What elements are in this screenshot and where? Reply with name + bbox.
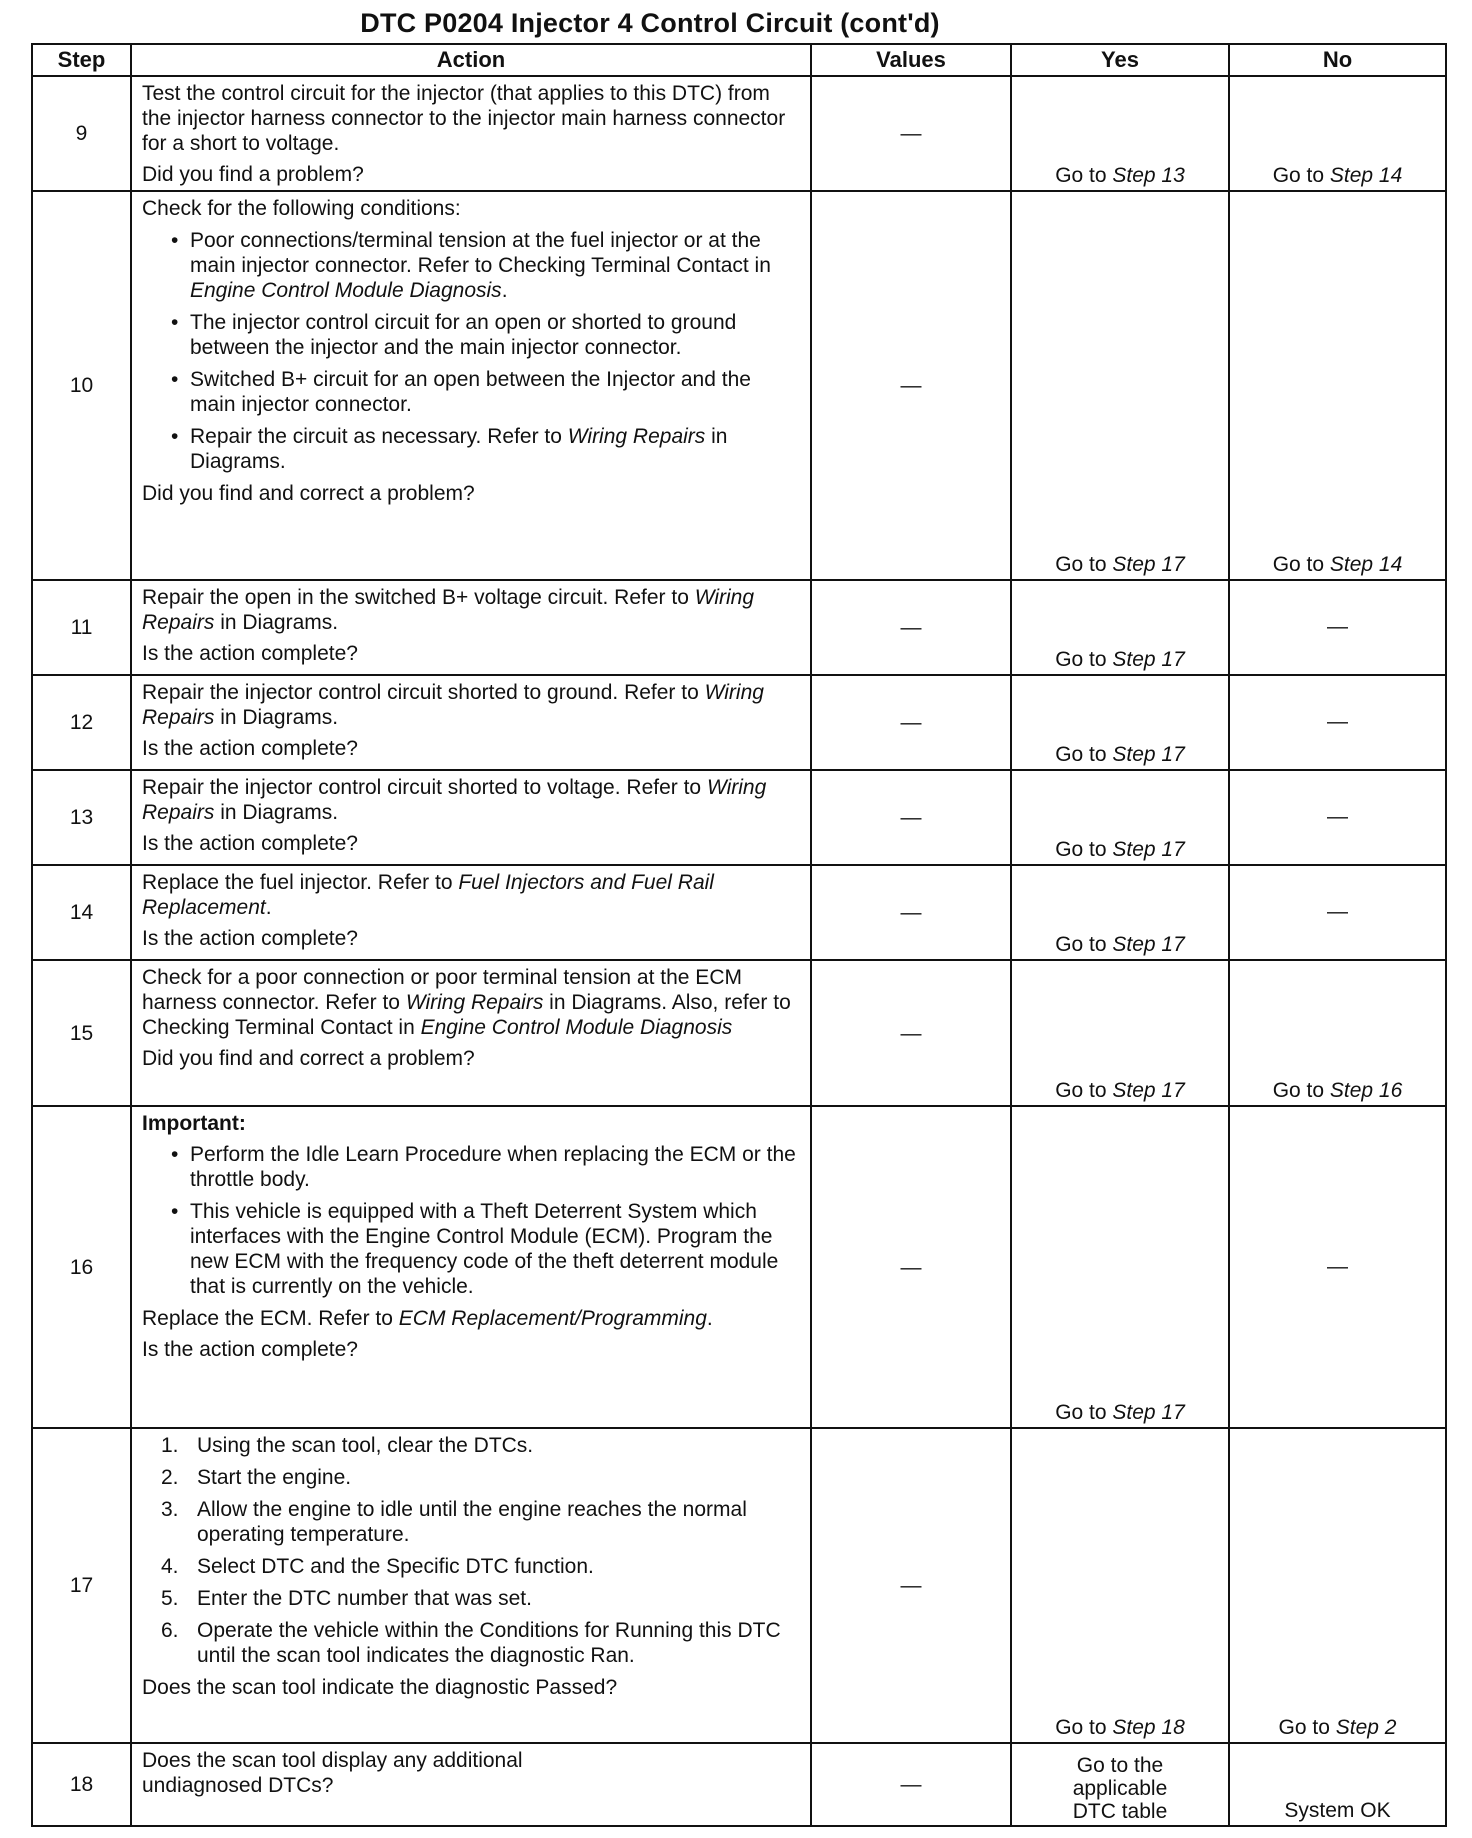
header-values: Values bbox=[811, 44, 1011, 76]
table-row bbox=[32, 1743, 1446, 1826]
no-cell: System OK bbox=[1229, 1743, 1446, 1826]
no-step-link: Step 16 bbox=[1329, 1079, 1403, 1102]
yes-cell: Go to Step 17 bbox=[1011, 865, 1229, 960]
no-cell: Go to Step 16 bbox=[1229, 960, 1446, 1106]
action-question: Is the action complete? bbox=[142, 737, 358, 760]
header-action: Action bbox=[131, 44, 811, 76]
step-number: 14 bbox=[32, 865, 131, 960]
table-row bbox=[32, 675, 1446, 770]
values-cell: — bbox=[811, 1743, 1011, 1826]
yes-cell: Go to Step 17 bbox=[1011, 960, 1229, 1106]
action-question: Is the action complete? bbox=[142, 642, 358, 665]
step-number: 15 bbox=[32, 960, 131, 1106]
action-question: Did you find a problem? bbox=[142, 163, 364, 186]
numbered-item: 1. Using the scan tool, clear the DTCs. bbox=[161, 1434, 534, 1457]
action-text: Replace the fuel injector. Refer to Fuel Injectors and Fuel Rail Replacement. bbox=[142, 871, 714, 919]
header-row bbox=[32, 44, 1446, 76]
table-row bbox=[32, 960, 1446, 1106]
action-text: Test the control circuit for the injector (that applies to this DTC) from the injector harness connector to the injector main harness connector for a short to voltage. bbox=[142, 82, 786, 155]
action-cell bbox=[131, 1743, 811, 1826]
action-text: Repair the injector control circuit shorted to ground. Refer to Wiring Repairs in Diagrams. bbox=[142, 681, 764, 729]
action-question: Is the action complete? bbox=[142, 1338, 358, 1361]
action-text: Check for a poor connection or poor terminal tension at the ECM harness connector. Refer to Wiring Repairs in Diagrams. Also, refer to Checking Terminal Contact in Engine Control Module Diagnosis bbox=[142, 966, 791, 1039]
numbered-item: 5. Enter the DTC number that was set. bbox=[161, 1587, 532, 1610]
bullet-item: • Perform the Idle Learn Procedure when replacing the ECM or the throttle body. bbox=[142, 1142, 802, 1192]
values-cell: — bbox=[811, 770, 1011, 865]
action-cell bbox=[131, 1428, 811, 1743]
bullet-item: • Repair the circuit as necessary. Refer to Wiring Repairs in Diagrams. bbox=[142, 424, 802, 474]
no-cell: — bbox=[1229, 865, 1446, 960]
action-cell bbox=[131, 770, 811, 865]
numbered-item: 2. Start the engine. bbox=[161, 1466, 352, 1489]
action-cell bbox=[131, 960, 811, 1106]
action-question: Is the action complete? bbox=[142, 832, 358, 855]
yes-step-link: Step 18 bbox=[1112, 1716, 1185, 1739]
values-cell: — bbox=[811, 191, 1011, 580]
yes-prefix: Go to bbox=[1055, 164, 1113, 187]
step-number: 12 bbox=[32, 675, 131, 770]
yes-step-link: Step 17 bbox=[1112, 1401, 1185, 1424]
action-intro: Check for the following conditions: bbox=[142, 197, 461, 220]
yes-cell: Go to Step 18 bbox=[1011, 1428, 1229, 1743]
header-yes: Yes bbox=[1011, 44, 1229, 76]
yes-step-link: Step 17 bbox=[1112, 553, 1185, 576]
no-cell: — bbox=[1229, 1106, 1446, 1428]
numbered-item: 3. Allow the engine to idle until the engine reaches the normal operating temperature. bbox=[161, 1498, 747, 1546]
action-text: Repair the injector control circuit shorted to voltage. Refer to Wiring Repairs in Diagrams. bbox=[142, 776, 767, 824]
step-number: 16 bbox=[32, 1106, 131, 1428]
table-row bbox=[32, 1428, 1446, 1743]
header-step: Step bbox=[32, 44, 131, 76]
no-step-link: Step 2 bbox=[1335, 1716, 1397, 1739]
values-cell: — bbox=[811, 1106, 1011, 1428]
no-step-link: Step 14 bbox=[1329, 553, 1403, 576]
values-cell: — bbox=[811, 865, 1011, 960]
table-row bbox=[32, 76, 1446, 191]
numbered-item: 6. Operate the vehicle within the Conditions for Running this DTC until the scan tool indicates the diagnostic Ran. bbox=[161, 1619, 781, 1667]
no-cell bbox=[1229, 76, 1446, 191]
no-cell: Go to Step 2 bbox=[1229, 1428, 1446, 1743]
action-cell bbox=[131, 865, 811, 960]
header-no: No bbox=[1229, 44, 1446, 76]
values-cell: — bbox=[811, 76, 1011, 191]
yes-step-link: Step 17 bbox=[1112, 838, 1185, 861]
yes-cell bbox=[1011, 76, 1229, 191]
action-cell bbox=[131, 1106, 811, 1428]
values-cell: — bbox=[811, 960, 1011, 1106]
step-number: 9 bbox=[32, 76, 131, 191]
action-cell bbox=[131, 675, 811, 770]
no-cell: — bbox=[1229, 675, 1446, 770]
table-row bbox=[32, 770, 1446, 865]
table-row bbox=[32, 865, 1446, 960]
yes-cell: Go to the applicable DTC table bbox=[1011, 1743, 1229, 1826]
yes-step-link: Step 17 bbox=[1112, 648, 1185, 671]
page-title: DTC P0204 Injector 4 Control Circuit (cont'd) bbox=[360, 8, 940, 38]
no-prefix: Go to bbox=[1272, 164, 1330, 187]
no-cell: — bbox=[1229, 770, 1446, 865]
yes-cell: Go to Step 17 bbox=[1011, 191, 1229, 580]
yes-cell: Go to Step 17 bbox=[1011, 1106, 1229, 1428]
bullet-item: • The injector control circuit for an open or shorted to ground between the injector and the main injector connector. bbox=[142, 310, 802, 360]
action-text: Replace the ECM. Refer to ECM Replacement/Programming. bbox=[142, 1307, 713, 1330]
table-row bbox=[32, 191, 1446, 580]
action-cell bbox=[131, 191, 811, 580]
action-question: Does the scan tool indicate the diagnostic Passed? bbox=[142, 1676, 618, 1699]
yes-step-link: Step 13 bbox=[1112, 164, 1185, 187]
bullet-item: • Poor connections/terminal tension at the fuel injector or at the main injector connector. Refer to Checking Terminal Contact in Engine Control Module Diagnosis. bbox=[142, 228, 802, 303]
important-label: Important: bbox=[142, 1112, 246, 1135]
yes-cell: Go to Step 17 bbox=[1011, 770, 1229, 865]
bullet-item: • This vehicle is equipped with a Theft Deterrent System which interfaces with the Engine Control Module (ECM). Program the new ECM with the frequency code of the theft deterrent module that is currently on the vehicle. bbox=[142, 1199, 802, 1299]
action-question: Is the action complete? bbox=[142, 927, 358, 950]
no-step-link: Step 14 bbox=[1329, 164, 1403, 187]
step-number: 18 bbox=[32, 1743, 131, 1826]
action-cell bbox=[131, 580, 811, 675]
table-row bbox=[32, 1106, 1446, 1428]
action-question: Did you find and correct a problem? bbox=[142, 1047, 475, 1070]
yes-cell: Go to Step 17 bbox=[1011, 580, 1229, 675]
step-number: 17 bbox=[32, 1428, 131, 1743]
step-number: 13 bbox=[32, 770, 131, 865]
table-row bbox=[32, 580, 1446, 675]
numbered-item: 4. Select DTC and the Specific DTC function. bbox=[161, 1555, 594, 1578]
bullet-item: • Switched B+ circuit for an open between the Injector and the main injector connector. bbox=[142, 367, 802, 417]
action-text: Repair the open in the switched B+ voltage circuit. Refer to Wiring Repairs in Diagrams. bbox=[142, 586, 755, 634]
no-cell: — bbox=[1229, 580, 1446, 675]
action-text: Does the scan tool display any additional undiagnosed DTCs? bbox=[142, 1749, 523, 1797]
diagnostic-table bbox=[31, 43, 1447, 1827]
no-cell: Go to Step 14 bbox=[1229, 191, 1446, 580]
action-question: Did you find and correct a problem? bbox=[142, 482, 475, 505]
yes-step-link: Step 17 bbox=[1112, 743, 1185, 766]
yes-cell: Go to Step 17 bbox=[1011, 675, 1229, 770]
step-number: 10 bbox=[32, 191, 131, 580]
yes-step-link: Step 17 bbox=[1112, 933, 1185, 956]
action-cell bbox=[131, 76, 811, 191]
values-cell: — bbox=[811, 580, 1011, 675]
values-cell: — bbox=[811, 1428, 1011, 1743]
values-cell: — bbox=[811, 675, 1011, 770]
step-number: 11 bbox=[32, 580, 131, 675]
yes-step-link: Step 17 bbox=[1112, 1079, 1185, 1102]
